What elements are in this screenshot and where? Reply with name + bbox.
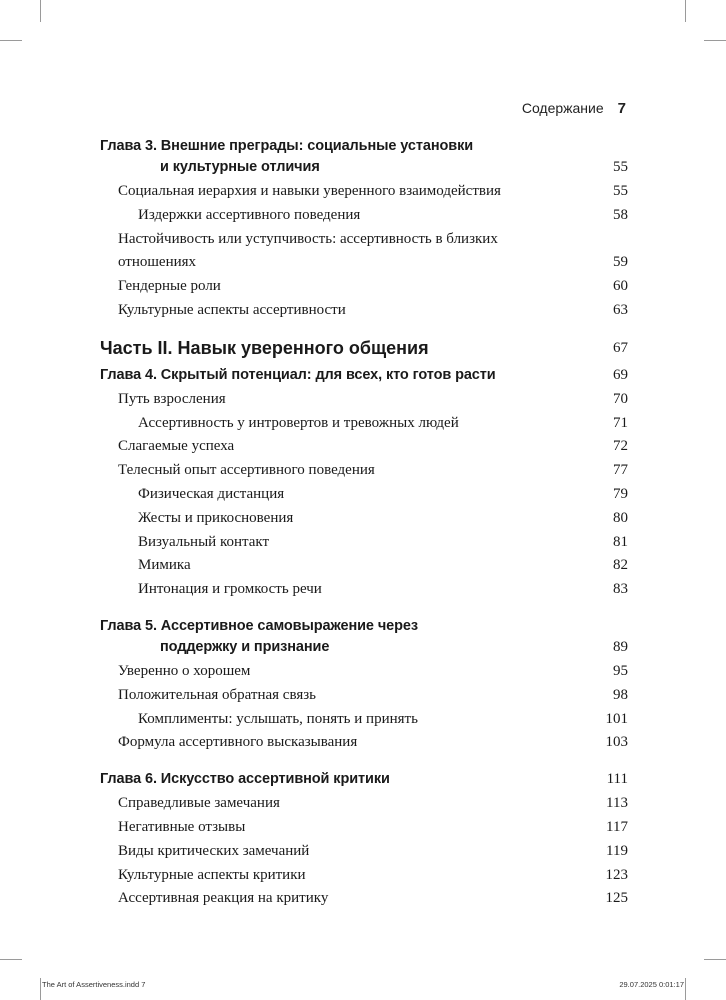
toc-subsection	[100, 483, 628, 507]
section-page: 119	[606, 842, 628, 859]
section-page: 123	[605, 866, 628, 883]
slug-timestamp: 29.07.2025 0:01:17	[619, 980, 684, 989]
subsection-title: Интонация и громкость речи	[138, 581, 322, 598]
section-title: Негативные отзывы	[118, 818, 246, 835]
section-title: Справедливые замечания	[118, 795, 280, 812]
crop-mark-bottom-left	[40, 978, 41, 1000]
crop-mark-top-right	[685, 0, 686, 22]
section-page: 72	[613, 438, 628, 455]
running-header	[100, 100, 626, 117]
toc-subsection	[100, 578, 628, 602]
subsection-title: Мимика	[138, 557, 191, 574]
toc-section	[100, 887, 628, 911]
toc-chapter-3	[100, 136, 628, 178]
subsection-page: 80	[613, 509, 628, 526]
section-page: 70	[613, 390, 628, 407]
section-page: 117	[606, 818, 628, 835]
section-title: Формула ассертивного высказывания	[118, 734, 358, 751]
crop-mark-bottom-right-h	[704, 959, 726, 960]
subsection-page: 58	[613, 206, 628, 223]
section-page: 125	[605, 890, 628, 907]
page-number: 7	[617, 100, 626, 117]
section-page: 103	[605, 734, 628, 751]
subsection-page: 81	[613, 533, 628, 550]
section-page: 63	[613, 301, 628, 318]
toc-chapter-4	[100, 365, 628, 386]
section-page: 60	[613, 278, 628, 295]
chapter-6-title: Глава 6. Искусство ассертивной критики	[100, 771, 390, 788]
crop-mark-top-right-h	[704, 40, 726, 41]
subsection-title: Комплименты: услышать, понять и принять	[138, 710, 418, 727]
crop-mark-top-left-h	[0, 40, 22, 41]
section-title: Ассертивная реакция на критику	[118, 890, 329, 907]
section-title: Культурные аспекты ассертивности	[118, 301, 346, 318]
section-page: 98	[613, 686, 628, 703]
subsection-title: Физическая дистанция	[138, 485, 285, 502]
crop-mark-bottom-right	[685, 978, 686, 1000]
toc-section	[100, 792, 628, 816]
section-title-line1: Настойчивость или уступчивость: ассертивность в близких	[118, 230, 498, 247]
chapter-3-title-line2: и культурные отличия	[160, 159, 320, 175]
section-title: Положительная обратная связь	[118, 686, 317, 703]
toc-section	[100, 731, 628, 755]
running-header-title: Содержание	[521, 100, 604, 116]
section-title: Телесный опыт ассертивного поведения	[118, 462, 375, 479]
toc-subsection	[100, 507, 628, 531]
subsection-page: 79	[613, 485, 628, 502]
toc-section	[100, 435, 628, 459]
subsection-page: 101	[605, 710, 628, 727]
slug-filename: The Art of Assertiveness.indd 7	[42, 980, 146, 989]
section-title: Социальная иерархия и навыки уверенного взаимодействия	[118, 183, 501, 199]
chapter-4-page: 69	[613, 366, 628, 383]
toc-section	[100, 864, 628, 888]
toc-section	[100, 388, 628, 412]
section-title: Виды критических замечаний	[118, 842, 310, 859]
toc-section	[100, 660, 628, 684]
toc-subsection	[100, 412, 628, 436]
toc-chapter-5	[100, 616, 628, 658]
section-page: 55	[613, 183, 628, 199]
section-page: 113	[606, 795, 628, 812]
subsection-page: 82	[613, 557, 628, 574]
toc-subsection	[100, 554, 628, 578]
part-2-title: Часть II. Навык уверенного общения	[100, 337, 429, 358]
section-page: 95	[613, 662, 628, 679]
subsection-title: Визуальный контакт	[138, 533, 270, 550]
subsection-page: 71	[613, 414, 628, 431]
toc-section	[100, 180, 628, 204]
section-page: 77	[613, 462, 628, 479]
table-of-contents	[100, 136, 628, 911]
chapter-3-title-line1: Глава 3. Внешние преграды: социальные установки	[100, 138, 474, 154]
part-2-page: 67	[613, 339, 628, 356]
section-title: Гендерные роли	[118, 278, 221, 295]
toc-chapter-6	[100, 769, 628, 790]
toc-section	[100, 228, 628, 276]
chapter-5-title-line2: поддержку и признание	[160, 638, 330, 655]
crop-mark-bottom-left-h	[0, 959, 22, 960]
section-title: Путь взросления	[118, 390, 226, 407]
chapter-6-page: 111	[606, 771, 628, 788]
toc-subsection	[100, 531, 628, 555]
section-title: Культурные аспекты критики	[118, 866, 306, 883]
subsection-page: 83	[613, 581, 628, 598]
subsection-title: Жесты и прикосновения	[138, 509, 294, 526]
section-page: 59	[613, 254, 628, 271]
toc-subsection	[100, 708, 628, 732]
toc-section	[100, 840, 628, 864]
section-title-line2: отношениях	[118, 254, 197, 271]
toc-section	[100, 275, 628, 299]
toc-section	[100, 816, 628, 840]
chapter-4-title: Глава 4. Скрытый потенциал: для всех, кто готов расти	[100, 366, 496, 383]
crop-mark-top-left	[40, 0, 41, 22]
subsection-title: Ассертивность у интровертов и тревожных людей	[138, 414, 459, 431]
chapter-5-title-line1: Глава 5. Ассертивное самовыражение через	[100, 617, 418, 634]
toc-subsection	[100, 204, 628, 228]
section-title: Уверенно о хорошем	[118, 662, 251, 679]
chapter-5-page: 89	[613, 638, 628, 655]
toc-section	[100, 684, 628, 708]
toc-section	[100, 299, 628, 323]
toc-section	[100, 459, 628, 483]
subsection-title: Издержки ассертивного поведения	[138, 206, 361, 223]
chapter-3-page: 55	[613, 159, 628, 175]
toc-part-2	[100, 335, 628, 361]
section-title: Слагаемые успеха	[118, 438, 235, 455]
